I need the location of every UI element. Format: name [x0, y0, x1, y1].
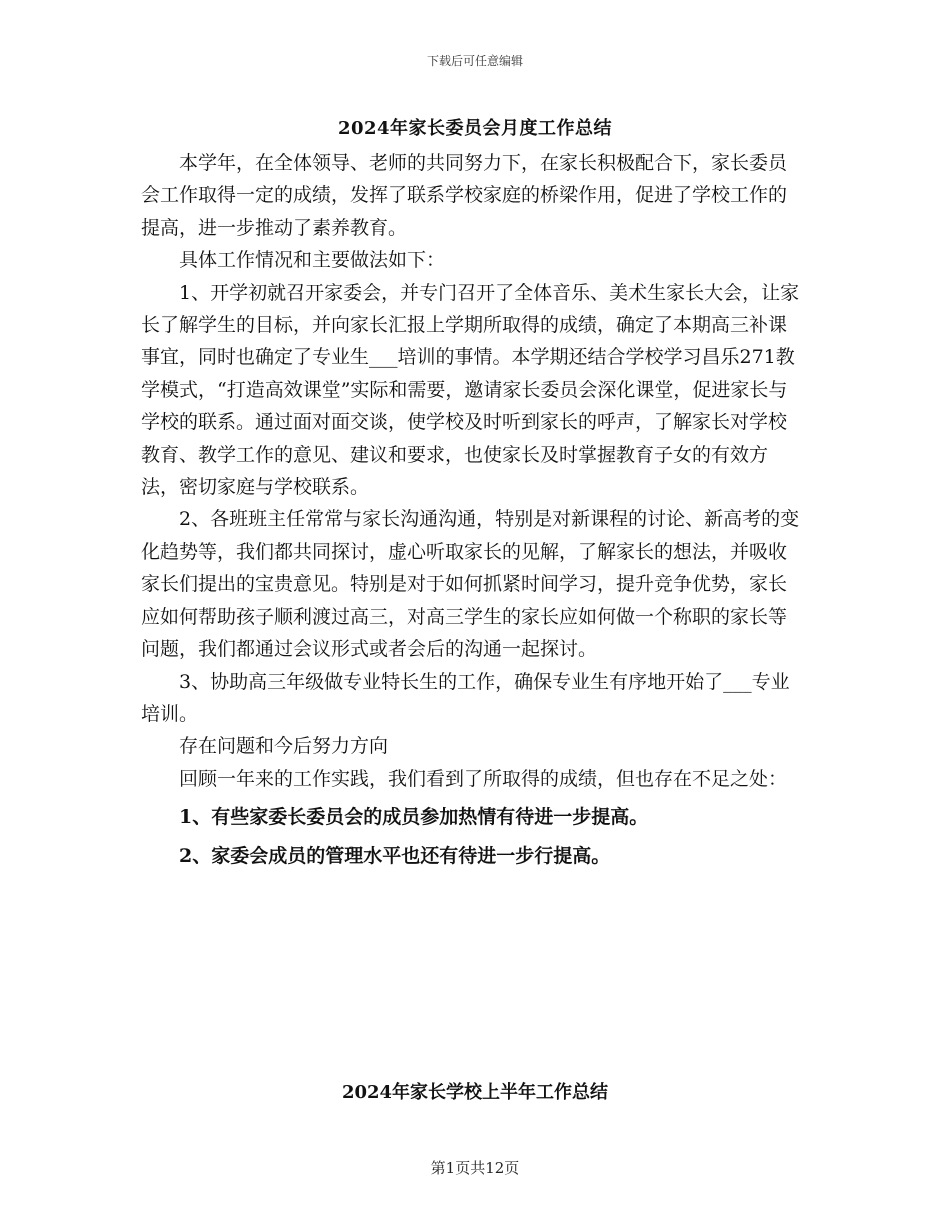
- document-title: 2024年家长委员会月度工作总结: [337, 118, 613, 139]
- paragraph-problems-heading: 存在问题和今后努力方向: [179, 735, 389, 758]
- bold-point-2: 2、家委会成员的管理水平也还有待进一步行提高。: [179, 844, 611, 867]
- document-body: [141, 147, 805, 872]
- paragraph-review: 回顾一年来的工作实践，我们看到了所取得的成绩，但也存在不足之处：: [179, 767, 788, 790]
- page-footer: 第1页共12页: [430, 1159, 520, 1177]
- paragraph-item-2: 2、各班班主任常常与家长沟通沟通，特别是对新课程的讨论、新高考的变化趋势等，我们都共同探讨，虚心听取家长的见解，了解家长的想法，并吸收家长们提出的宝贵意见。特别是对于如何抓紧时间学习，提升竞争优势，家长应如何帮助孩子顺利渡过高三，对高三学生的家长应如何做一个称职的家长等问题，我们都通过会议形式或者会后的沟通一起探讨。: [141, 508, 800, 661]
- header-note: 下载后可任意编辑: [426, 54, 523, 68]
- paragraph-practices-heading: 具体工作情况和主要做法如下：: [179, 249, 446, 272]
- paragraph-intro: 本学年，在全体领导、老师的共同努力下，在家长积极配合下，家长委员会工作取得一定的成绩，发挥了联系学校家庭的桥梁作用，促进了学校工作的提高，进一步推动了素养教育。: [141, 152, 788, 239]
- paragraph-item-3: 3、协助高三年级做专业特长生的工作，确保专业生有序地开始了___专业培训。: [141, 670, 790, 725]
- bold-point-1: 1、有些家委长委员会的成员参加热情有待进一步提高。: [179, 806, 649, 829]
- next-section-title: 2024年家长学校上半年工作总结: [341, 1082, 609, 1103]
- paragraph-item-1: 1、开学初就召开家委会，并专门召开了全体音乐、美术生家长大会，让家长了解学生的目标，并向家长汇报上学期所取得的成绩，确定了本期高三补课事宜，同时也确定了专业生___培训的事情。本学期还结合学校学习昌乐271教学模式，“打造高效课堂”实际和需要，邀请家长委员会深化课堂，促进家长与学校的联系。通过面对面交谈，使学校及时听到家长的呼声，了解家长对学校教育、教学工作的意见、建议和要求，也使家长及时掌握教育子女的有效方法，密切家庭与学校联系。: [141, 281, 800, 499]
